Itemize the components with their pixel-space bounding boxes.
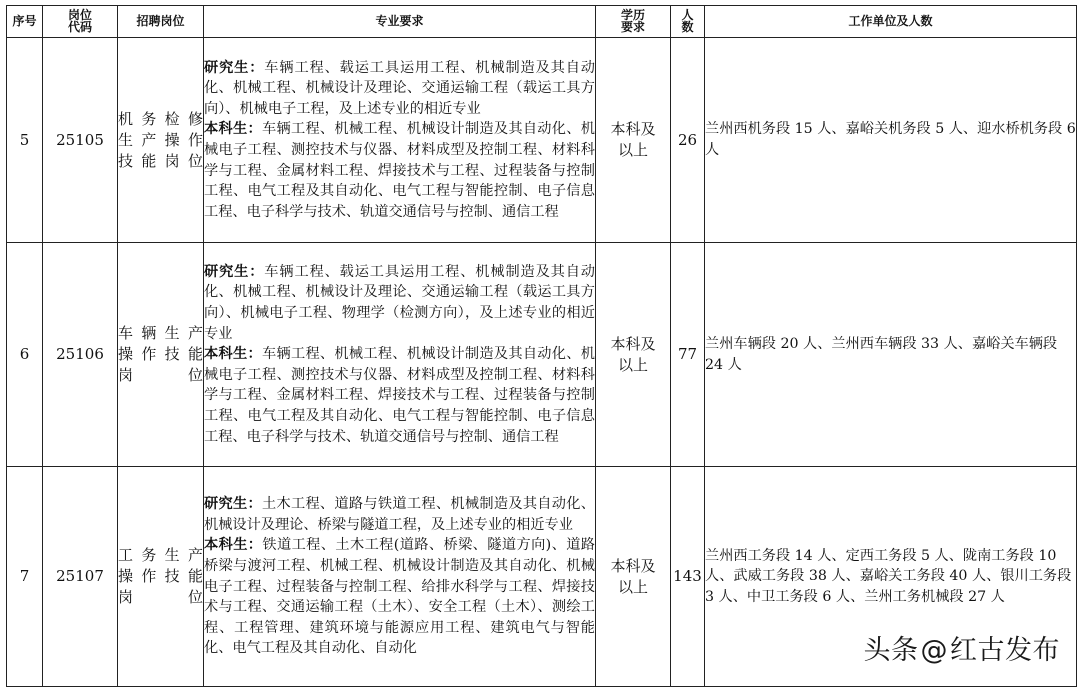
position-line: 岗位 — [118, 366, 203, 384]
row-index: 5 — [7, 38, 43, 243]
undergraduate-label: 本科生： — [204, 537, 263, 554]
table-header — [7, 6, 1077, 38]
position-line: 工务生产 — [118, 546, 203, 564]
undergraduate-label: 本科生： — [204, 346, 262, 363]
header-education-line1: 学历 — [620, 8, 645, 22]
position-line: 生产操作 — [118, 130, 203, 149]
graduate-majors: 车辆工程、载运工具运用工程、机械制造及其自动化、机械工程、机械设计及理论、交通运输工程（载运工具方向）、机械电子工程、物理学（检测方向），及上述专业的相近专业 — [204, 263, 595, 342]
graduate-label: 研究生： — [204, 496, 262, 513]
watermark-at: @ — [920, 635, 948, 666]
graduate-majors: 土木工程、道路与铁道工程、机械制造及其自动化、机械设计及理论、桥梁与隧道工程，及上述专业的相近专业 — [204, 496, 595, 533]
header-education — [596, 6, 671, 38]
row-position — [118, 38, 204, 243]
education-line: 本科及 — [610, 556, 656, 575]
header-code-stack — [68, 9, 92, 33]
row-count: 77 — [671, 243, 705, 467]
row-major-requirements — [204, 38, 596, 243]
header-row — [7, 6, 1077, 38]
row-units: 兰州西机务段 15 人、嘉峪关机务段 5 人、迎水桥机务段 6 人 — [705, 38, 1077, 243]
header-index: 序号 — [7, 6, 43, 38]
row-count: 26 — [671, 38, 705, 243]
row-count: 143 — [671, 467, 705, 687]
header-units: 工作单位及人数 — [705, 6, 1077, 38]
education-line: 本科及 — [610, 120, 656, 138]
table-body — [7, 38, 1077, 687]
row-code: 25105 — [43, 38, 118, 243]
table-row — [7, 243, 1077, 467]
row-index: 6 — [7, 243, 43, 467]
position-line: 操作技能 — [118, 567, 203, 585]
table-row — [7, 38, 1077, 243]
position-line: 车辆生产 — [118, 324, 203, 342]
source-watermark — [864, 628, 1061, 667]
row-education — [596, 243, 671, 467]
position-line: 机务检修 — [118, 109, 203, 128]
row-major-requirements — [204, 243, 596, 467]
row-units: 兰州西工务段 14 人、定西工务段 5 人、陇南工务段 10 人、武威工务段 38 人、嘉峪关工务段 40 人、银川工务段 3 人、中卫工务段 6 人、兰州工务机械段 27 人 — [705, 467, 1077, 687]
undergraduate-majors: 车辆工程、机械工程、机械设计制造及其自动化、机械电子工程、测控技术与仪器、材料成型及控制工程、材料科学与工程、金属材料工程、焊接技术与工程、过程装备与控制工程、电气工程及其自动化、电气工程与智能控制、电子信息工程、电子科学与技术、轨道交通信号与控制、通信工程 — [204, 121, 595, 220]
position-line: 技能岗位 — [118, 151, 203, 170]
row-code: 25106 — [43, 243, 118, 467]
education-line: 以上 — [617, 141, 648, 159]
position-line: 操作技能 — [118, 345, 203, 363]
undergraduate-majors: 车辆工程、机械工程、机械设计制造及其自动化、机械电子工程、测控技术与仪器、材料成型及控制工程、材料科学与工程、金属材料工程、焊接技术与工程、过程装备与控制工程、电气工程及其自动化、电气工程与智能控制、电子信息工程、电子科学与技术、轨道交通信号与控制、通信工程 — [204, 346, 595, 445]
row-index: 7 — [7, 467, 43, 687]
graduate-label: 研究生： — [204, 59, 265, 76]
header-code — [43, 6, 118, 38]
undergraduate-label: 本科生： — [204, 121, 262, 138]
header-code-line2: 代码 — [67, 20, 92, 34]
header-education-stack — [621, 9, 645, 33]
row-position — [118, 467, 204, 687]
row-units: 兰州车辆段 20 人、兰州西车辆段 33 人、嘉峪关车辆段 24 人 — [705, 243, 1077, 467]
header-count — [671, 6, 705, 38]
recruitment-table — [6, 5, 1077, 687]
row-major-requirements — [204, 467, 596, 687]
watermark-name: 红古发布 — [950, 635, 1060, 666]
header-major: 专业要求 — [204, 6, 596, 38]
row-education — [596, 467, 671, 687]
row-code: 25107 — [43, 467, 118, 687]
education-line: 以上 — [617, 577, 648, 596]
graduate-label: 研究生： — [204, 263, 265, 280]
row-education — [596, 38, 671, 243]
undergraduate-majors: 铁道工程、土木工程(道路、桥梁、隧道方向)、道路桥梁与渡河工程、机械工程、机械设计制造及其自动化、机械电子工程、过程装备与控制工程、给排水科学与工程、焊接技术与工程、交通运输工程（土木）、安全工程（土木）、测绘工程、工程管理、建筑环境与能源应用工程、建筑电气与智能化、电气工程及其自动化、自动化 — [204, 537, 595, 657]
header-education-line2: 要求 — [620, 20, 645, 34]
header-count-line1: 人 — [681, 8, 694, 22]
watermark-prefix: 头条 — [863, 635, 919, 666]
header-code-line1: 岗位 — [67, 8, 92, 22]
education-line: 以上 — [617, 355, 648, 374]
position-line: 岗位 — [118, 588, 203, 606]
header-count-line2: 数 — [681, 20, 694, 34]
header-position: 招聘岗位 — [118, 6, 204, 38]
row-position — [118, 243, 204, 467]
graduate-majors: 车辆工程、载运工具运用工程、机械制造及其自动化、机械工程、机械设计及理论、交通运输工程（载运工具方向）、机械电子工程，及上述专业的相近专业 — [204, 59, 595, 117]
header-count-stack — [681, 9, 693, 33]
education-line: 本科及 — [610, 334, 656, 353]
